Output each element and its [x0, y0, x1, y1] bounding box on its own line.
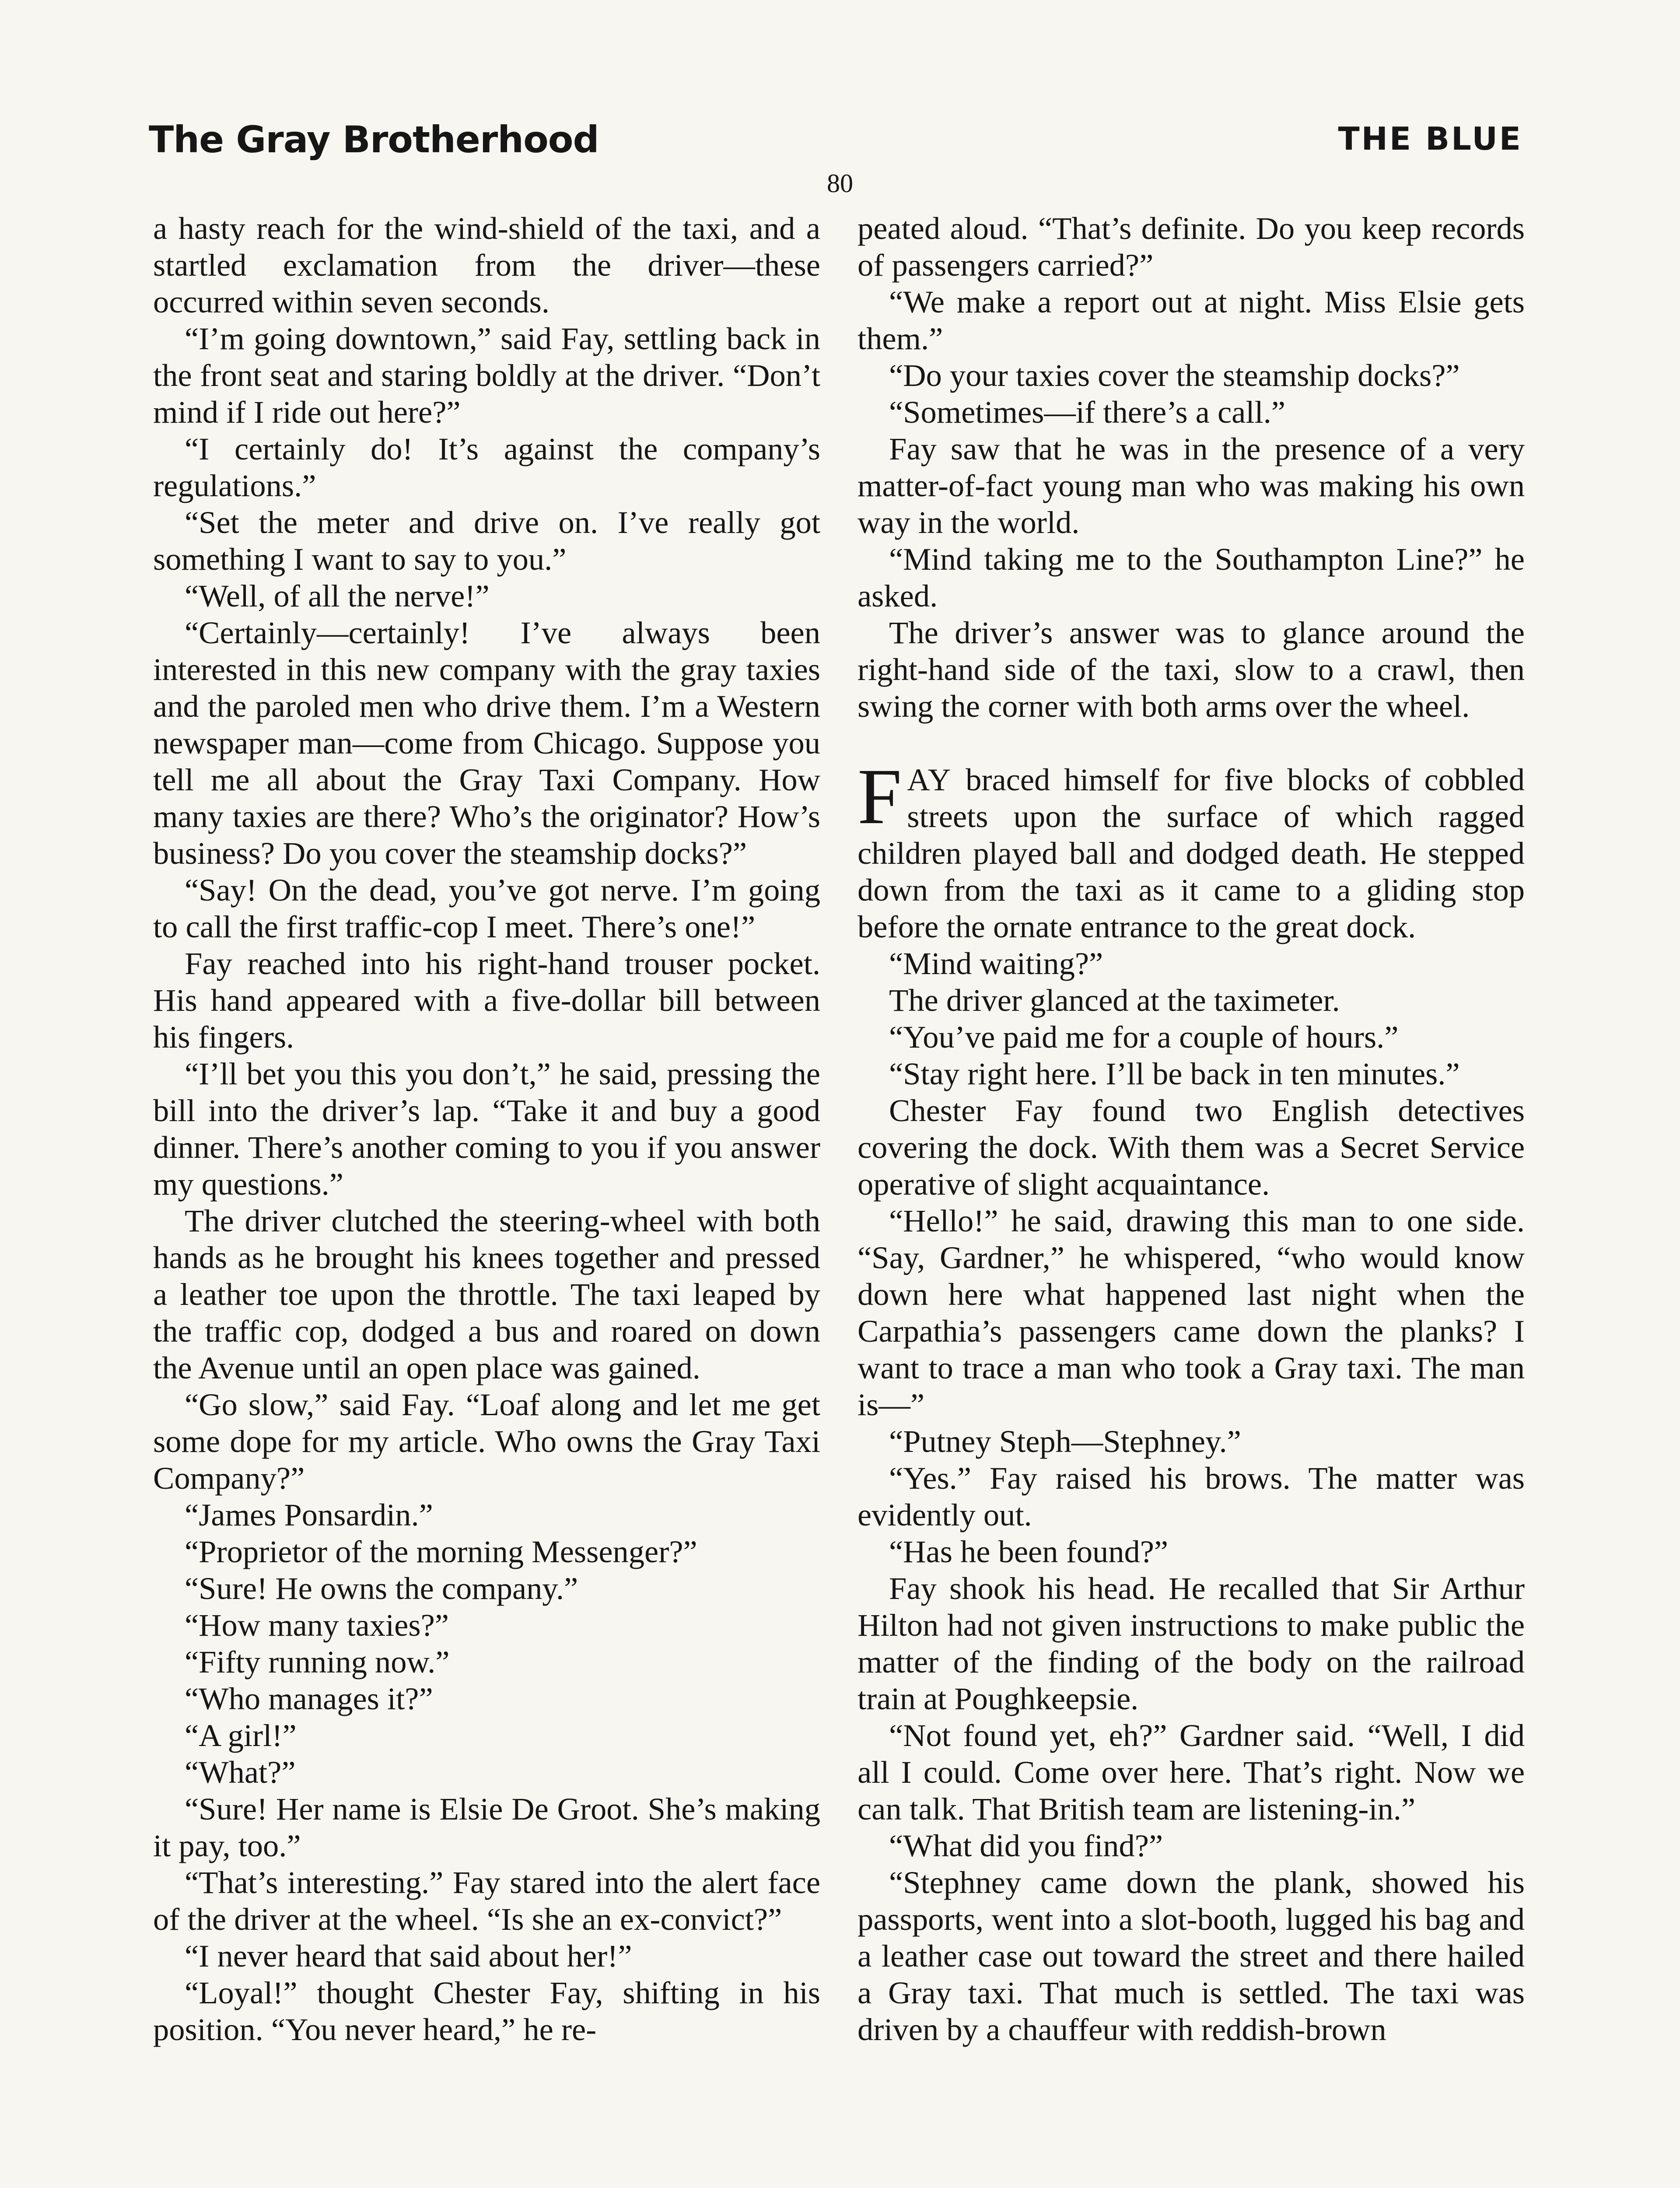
- paragraph: “A girl!”: [185, 1718, 297, 1753]
- paragraph: “Mind taking me to the Southampton Line?” he asked.: [858, 541, 1525, 614]
- paragraph: “Stay right here. I’ll be back in ten minutes.”: [889, 1056, 1460, 1091]
- paragraph: “Mind waiting?”: [889, 946, 1103, 981]
- paragraph: “I’m going downtown,” said Fay, settling back in the front seat and staring boldly at the driver. “Don’t mind if I ride out here?”: [153, 321, 820, 430]
- drop-cap-lead: AY: [907, 762, 952, 797]
- paragraph: “James Ponsardin.”: [185, 1497, 433, 1532]
- paragraph: “Hello!” he said, drawing this man to one side. “Say, Gardner,” he whispered, “who would know down here what happened last night when the Carpathia’s passengers came down the planks? I want to trace a man who took a Gray taxi. The man is—”: [858, 1203, 1525, 1422]
- paragraph: “Has he been found?”: [889, 1534, 1169, 1569]
- section-opening-text: braced himself for five blocks of cobbled streets upon the surface of which ragged children played ball and dodged death. He stepped down from the taxi as it came to a gliding stop before the ornate entrance to the great dock.: [858, 762, 1525, 944]
- paragraph: The driver’s answer was to glance around the right-hand side of the taxi, slow to a crawl, then swing the corner with both arms over the wheel.: [858, 615, 1525, 724]
- running-head-title: The Gray Brotherhood: [149, 118, 599, 161]
- paragraph: “Do your taxies cover the steamship docks?”: [889, 358, 1460, 393]
- paragraph: “I’ll bet you this you don’t,” he said, pressing the bill into the driver’s lap. “Take it and buy a good dinner. There’s another coming to you if you answer my questions.”: [153, 1056, 820, 1202]
- paragraph: Fay shook his head. He recalled that Sir Arthur Hilton had not given instructions to make public the matter of the finding of the body on the railroad train at Poughkeepsie.: [858, 1571, 1525, 1716]
- paragraph: Fay reached into his right-hand trouser pocket. His hand appeared with a five-dollar bill between his fingers.: [153, 946, 820, 1055]
- paragraph: “Putney Steph—Stephney.”: [889, 1424, 1241, 1459]
- paragraph: “That’s interesting.” Fay stared into the alert face of the driver at the wheel. “Is she an ex-convict?”: [153, 1865, 820, 1937]
- paragraph: “I never heard that said about her!”: [185, 1938, 632, 1974]
- paragraph: “Fifty running now.”: [185, 1644, 450, 1680]
- paragraph: “We make a report out at night. Miss Elsie gets them.”: [858, 284, 1525, 356]
- paragraph: Chester Fay found two English detectives covering the dock. With them was a Secret Service operative of slight acquaintance.: [858, 1093, 1525, 1202]
- paragraph: “Go slow,” said Fay. “Loaf along and let me get some dope for my article. Who owns the Gray Taxi Company?”: [153, 1387, 820, 1496]
- paragraph: “Say! On the dead, you’ve got nerve. I’m going to call the first traffic-cop I meet. There’s one!”: [153, 872, 820, 944]
- page-number: 80: [827, 169, 853, 198]
- paragraph: “Sometimes—if there’s a call.”: [889, 394, 1285, 430]
- paragraph: “Well, of all the nerve!”: [185, 578, 490, 614]
- paragraph: The driver clutched the steering-wheel with both hands as he brought his knees together and pressed a leather toe upon the throttle. The taxi leaped by the traffic cop, dodged a bus and roared on down the Avenue until an open place was gained.: [153, 1203, 820, 1385]
- paragraph: “Yes.” Fay raised his brows. The matter was evidently out.: [858, 1460, 1525, 1532]
- paragraph: “Who manages it?”: [185, 1681, 433, 1716]
- paragraph: “Loyal!” thought Chester Fay, shifting in his position. “You never heard,” he re-: [153, 1975, 820, 2047]
- paragraph: “You’ve paid me for a couple of hours.”: [889, 1019, 1399, 1055]
- paragraph: “What did you find?”: [889, 1828, 1163, 1863]
- paragraph: “Proprietor of the morning Messenger?”: [185, 1534, 697, 1569]
- paragraph: Fay saw that he was in the presence of a very matter-of-fact young man who was making his own way in the world.: [858, 431, 1525, 540]
- paragraph: “How many taxies?”: [185, 1607, 449, 1643]
- paragraph: peated aloud. “That’s definite. Do you keep records of passengers carried?”: [858, 210, 1525, 283]
- paragraph: “Sure! He owns the company.”: [185, 1571, 578, 1606]
- paragraph: “Stephney came down the plank, showed his passports, went into a slot-booth, lugged his bag and a leather case out toward the street and there hailed a Gray taxi. That much is settled. The taxi was driven by a chauffeur with reddish-brown: [858, 1865, 1525, 2047]
- paragraph: a hasty reach for the wind-shield of the taxi, and a startled exclamation from the driver—these occurred within seven seconds.: [153, 210, 820, 319]
- paragraph: The driver glanced at the taximeter.: [889, 982, 1340, 1018]
- paragraph: “Sure! Her name is Elsie De Groot. She’s making it pay, too.”: [153, 1791, 820, 1863]
- paragraph: “I certainly do! It’s against the company’s regulations.”: [153, 431, 820, 503]
- left-column: [153, 210, 820, 2048]
- right-column: [858, 210, 1525, 2048]
- paragraph: “Not found yet, eh?” Gardner said. “Well, I did all I could. Come over here. That’s right. Now we can talk. That British team are listening-in.”: [858, 1718, 1525, 1827]
- running-head-magazine: THE BLUE: [1338, 120, 1522, 157]
- paragraph: “What?”: [185, 1754, 296, 1790]
- paragraph: “Certainly—certainly! I’ve always been interested in this new company with the gray taxies and the paroled men who drive them. I’m a Western newspaper man—come from Chicago. Suppose you tell me all about the Gray Taxi Company. How many taxies are there? Who’s the originator? How’s business? Do you cover the steamship docks?”: [153, 615, 820, 871]
- paragraph: “Set the meter and drive on. I’ve really got something I want to say to you.”: [153, 505, 820, 577]
- section-opening-paragraph: [858, 753, 1525, 945]
- drop-cap: F: [858, 753, 902, 841]
